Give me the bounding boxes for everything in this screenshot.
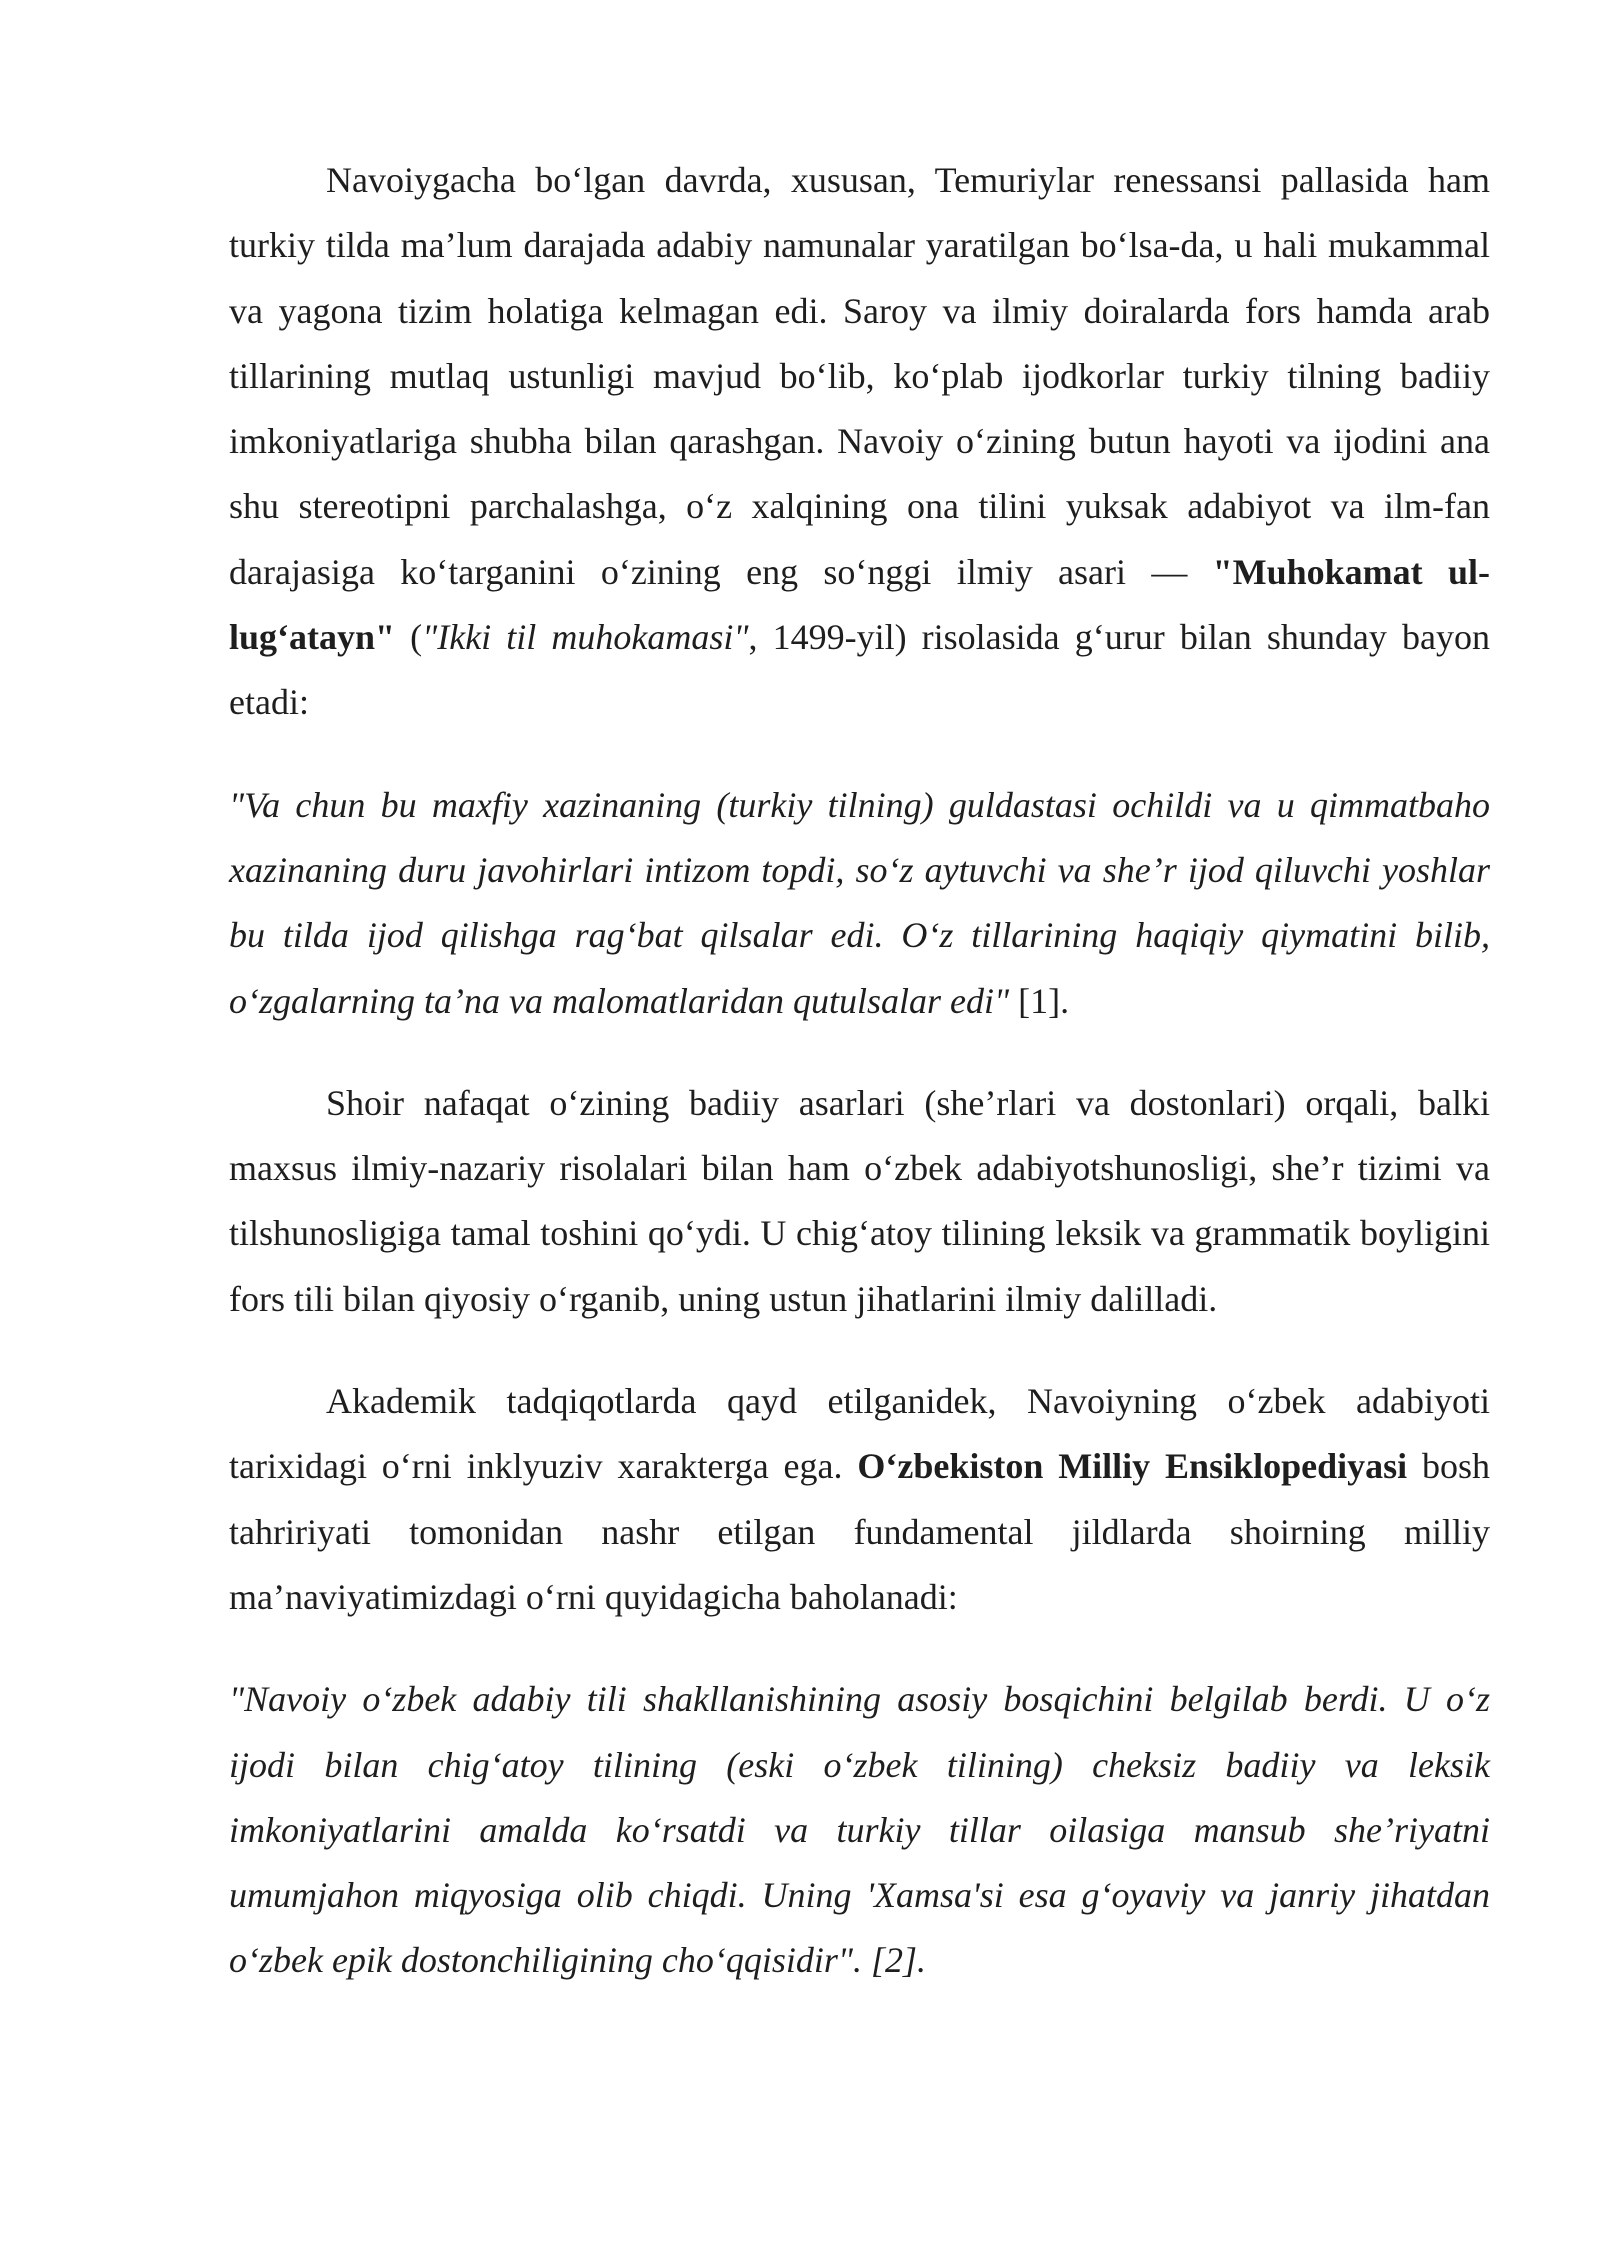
document-page xyxy=(229,148,1490,1994)
paragraph-navoiy-turkic-language xyxy=(229,148,1490,736)
citation-ref: [1]. xyxy=(1009,980,1070,1021)
paragraph-text: Akademik tadqiqotlarda qayd etilganidek, Navoiyning o‘zbek adabiyoti tarixidagi o‘rni inklyuziv xarakterga ega. xyxy=(229,1381,1490,1487)
paragraph-text: bosh tahririyati tomonidan nashr etilgan fundamental jildlarda shoirning milliy ma’naviyatimizdagi o‘rni quyidagicha baholanadi: xyxy=(229,1446,1490,1617)
quote-text: "Va chun bu maxfiy xazinaning (turkiy tilning) guldastasi ochildi va u qimmatbaho xazinaning duru javohirlari intizom topdi, so‘z aytuvchi va she’r ijod qiluvchi yoshlar bu tilda ijod qilishga rag‘bat qilsalar edi. O‘z tillarining haqiqiy qiymatini bilib, o‘zgalarning ta’na va malomatlaridan qutulsalar edi" xyxy=(229,784,1490,1021)
paragraph-scholarly-treatises xyxy=(229,1071,1490,1332)
quote-encyclopedia xyxy=(229,1667,1490,1993)
paragraph-text: Shoir nafaqat o‘zining badiiy asarlari (she’rlari va dostonlari) orqali, balki maxsus ilmiy-nazariy risolalari bilan ham o‘zbek adabiyotshunosligi, she’r tizimi va tilshunosligiga tamal toshini qo‘ydi. U chig‘atoy tilining leksik va grammatik boyligini fors tili bilan qiyosiy o‘rganib, uning ustun jihatlarini ilmiy dalilladi. xyxy=(229,1082,1490,1319)
work-title-muhokamat: "Muhokamat ul-lug‘atayn" xyxy=(229,551,1490,658)
paragraph-text: , 1499-yil) risolasida g‘urur bilan shunday bayon etadi: xyxy=(229,617,1490,723)
work-title-translation: "Ikki til muhokamasi" xyxy=(422,617,749,658)
quote-text: "Navoiy o‘zbek adabiy tili shakllanishining asosiy bosqichini belgilab berdi. U o‘z ijodi bilan chig‘atoy tilining (eski o‘zbek tilining) cheksiz badiiy va leksik imkoniyatlarini amalda ko‘rsatdi va turkiy tillar oilasiga mansub she’riyatni umumjahon miqyosiga olib chiqdi. Uning 'Xamsa'si esa g‘oyaviy va janriy jihatdan o‘zbek epik dostonchiligining cho‘qqisidir". [2]. xyxy=(229,1679,1490,1981)
source-encyclopedia: O‘zbekiston Milliy Ensiklopediyasi xyxy=(857,1446,1408,1487)
quote-muhokamat xyxy=(229,773,1490,1034)
paragraph-academic-research xyxy=(229,1369,1490,1630)
paragraph-text: ( xyxy=(395,617,423,658)
paragraph-text: Navoiygacha bo‘lgan davrda, xususan, Temuriylar renessansi pallasida ham turkiy tilda ma’lum darajada adabiy namunalar yaratilgan bo‘lsa-da, u hali mukammal va yagona tizim holatiga kelmagan edi. Saroy va ilmiy doiralarda fors hamda arab tillarining mutlaq ustunligi mavjud bo‘lib, ko‘plab ijodkorlar turkiy tilning badiiy imkoniyatlariga shubha bilan qarashgan. Navoiy o‘zining butun hayoti va ijodini ana shu stereotipni parchalashga, o‘z xalqining ona tilini yuksak adabiyot va ilm-fan darajasiga ko‘targanini o‘zining eng so‘nggi ilmiy asari — xyxy=(229,160,1490,592)
